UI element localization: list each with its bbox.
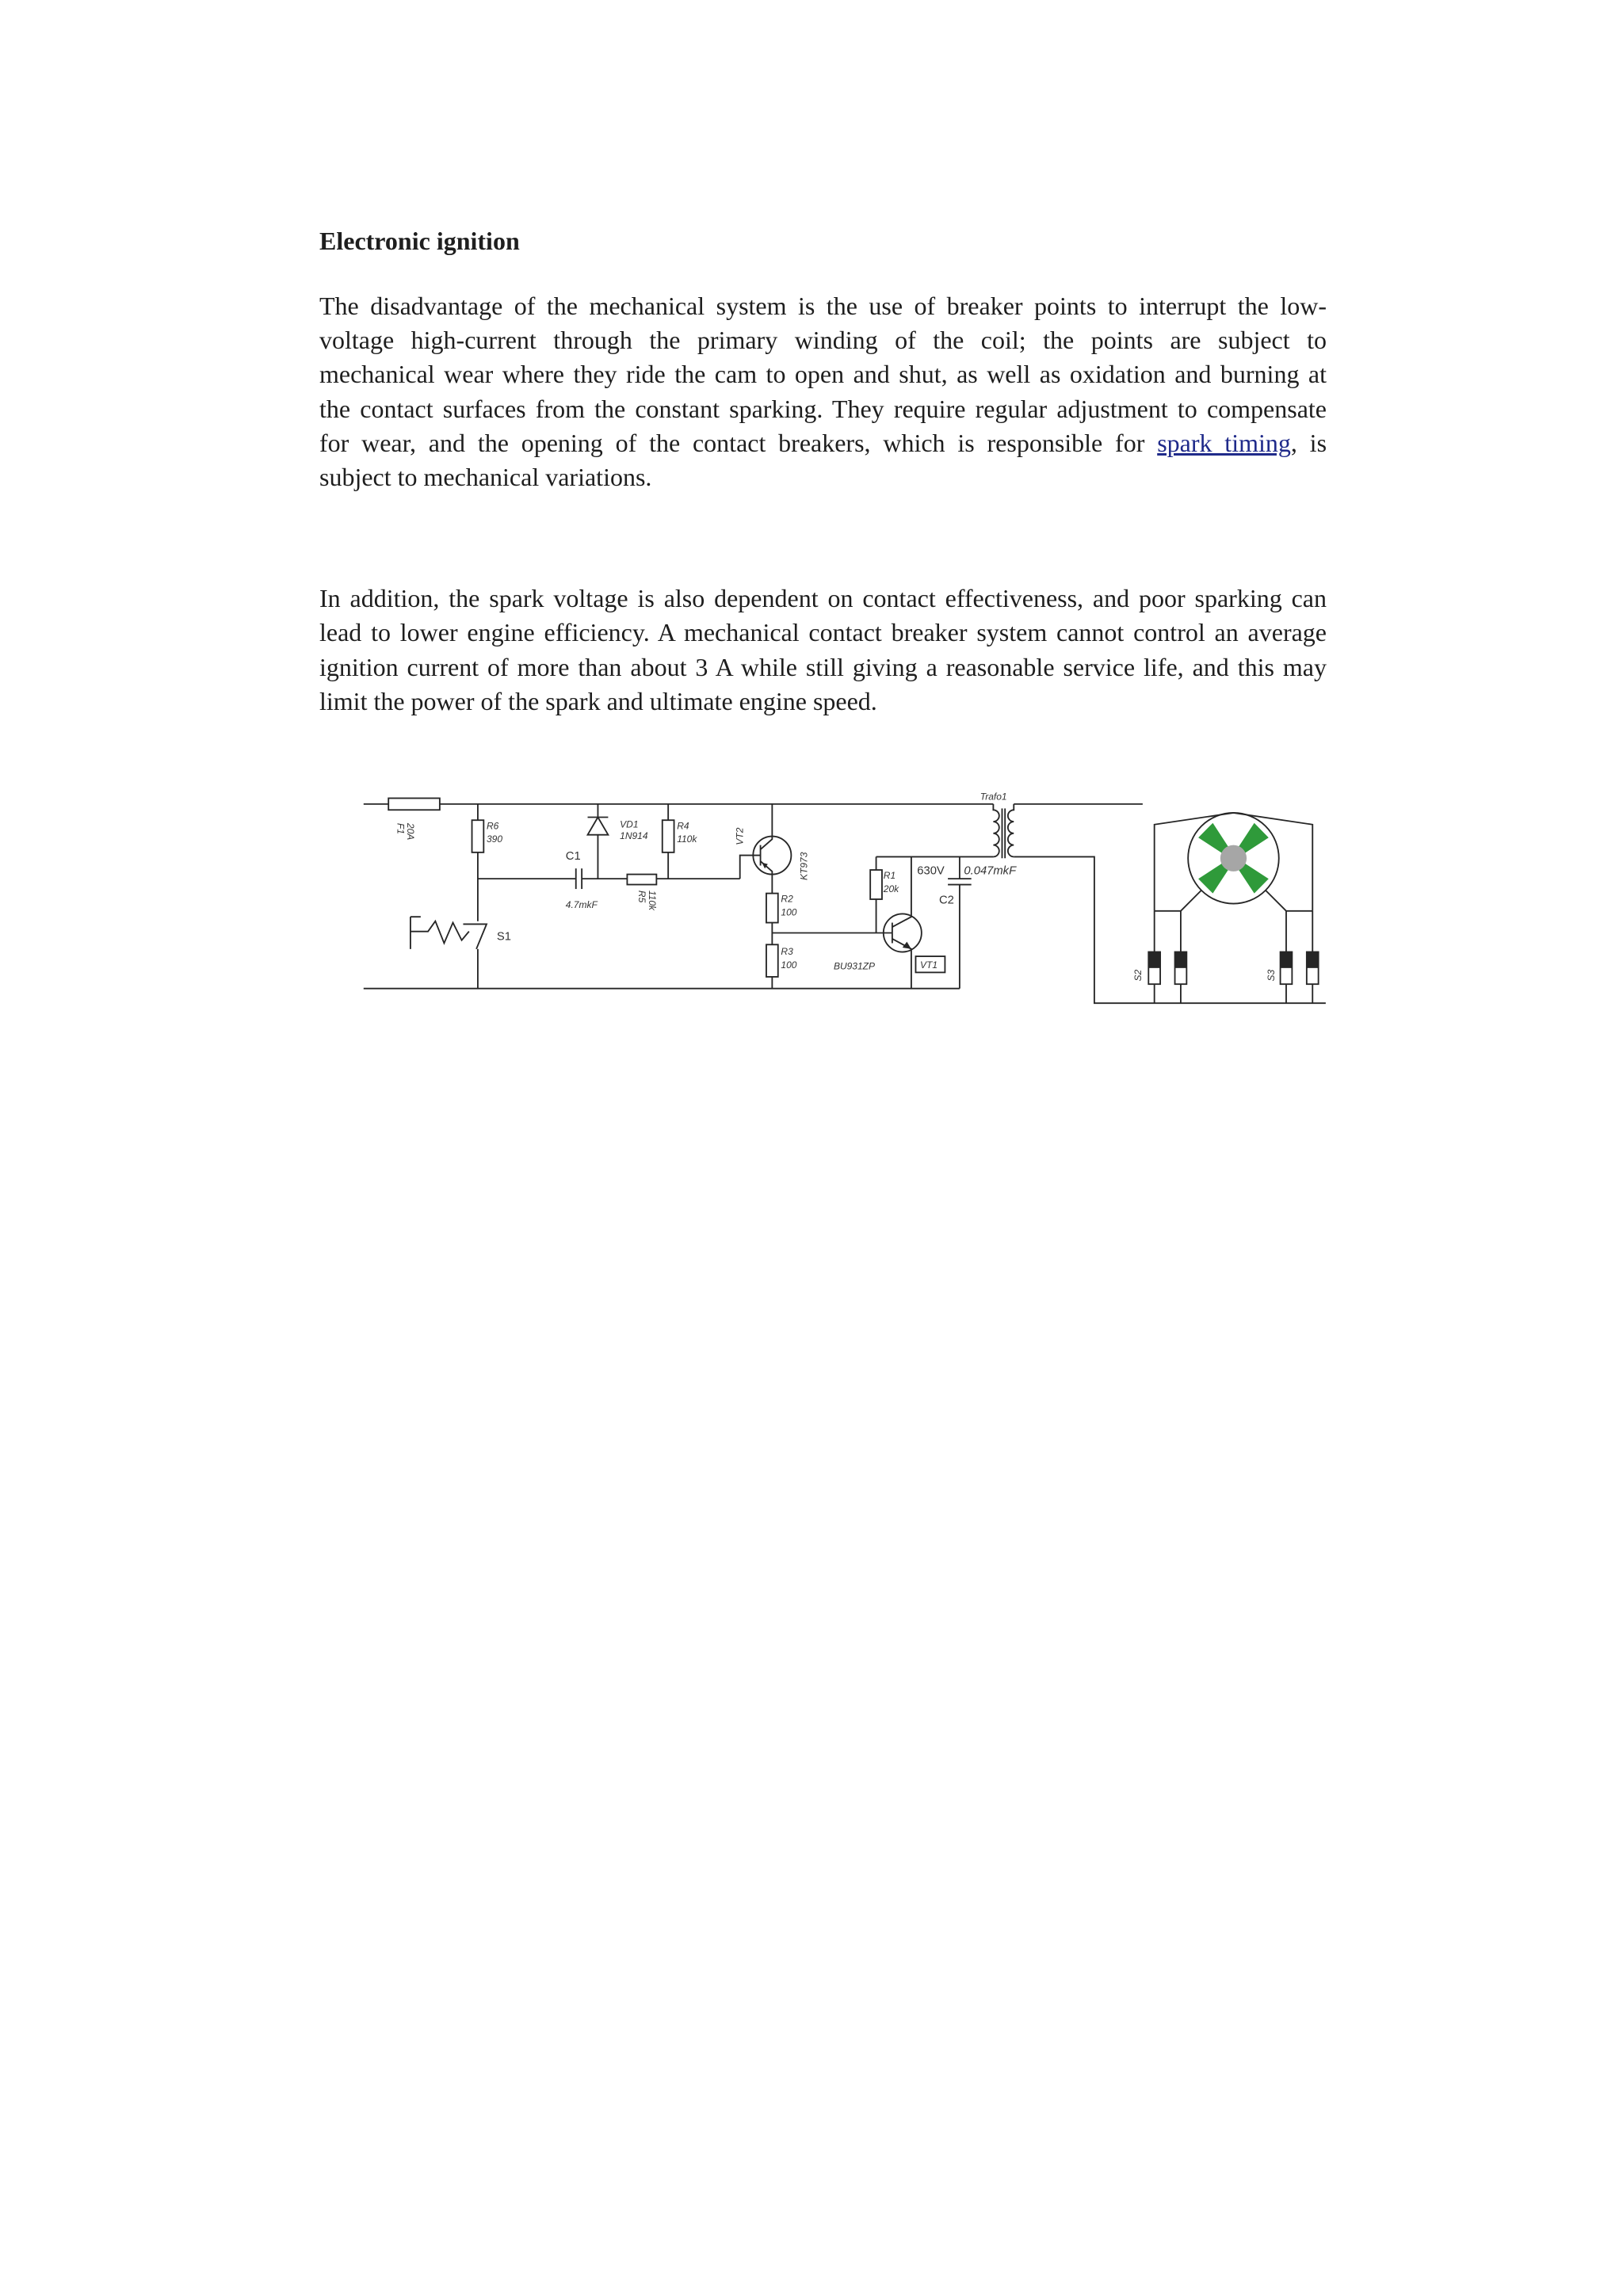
switch-s1-actuator: [410, 917, 468, 949]
rotor-hub: [1220, 845, 1246, 871]
spark-plug: [1148, 952, 1160, 984]
r3-value-label: 100: [780, 959, 796, 971]
r1-ref-label: R1: [883, 869, 896, 881]
spark-plug-cap: [1280, 952, 1292, 967]
wire-plugs-left: [1154, 891, 1201, 911]
rotor-blade: [1198, 863, 1228, 893]
paragraph-2-line: lead to lower engine efficiency. A mechanical contact breaker system cannot control an average: [319, 618, 1327, 647]
paragraph-1-line: voltage high-current through the primary winding of the coil; the points are subject to: [319, 325, 1327, 354]
transformer-secondary-coil: [1007, 804, 1013, 857]
resistor-r4: [662, 820, 674, 852]
r5-value-label: 110k: [646, 890, 658, 910]
r6-ref-label: R6: [486, 819, 498, 831]
section-heading: Electronic ignition: [319, 227, 520, 255]
r5-ref-label: R5: [636, 890, 647, 902]
spark-plug-cap: [1306, 952, 1318, 967]
r4-value-label: 110k: [676, 833, 697, 845]
c1-ref-label: C1: [565, 849, 581, 863]
spark-plug-cap: [1148, 952, 1160, 967]
line-text-after-link: , is: [1290, 428, 1327, 457]
c2-ref-label: C2: [938, 894, 954, 907]
paragraph-1-line-with-link: [319, 426, 1327, 460]
wire-plugs-right: [1266, 891, 1312, 911]
paragraph-2-line: ignition current of more than about 3 A while still giving a reasonable service life, and this may: [319, 652, 1327, 681]
r1-value-label: 20k: [883, 883, 899, 894]
switch-s1-label: S1: [496, 930, 511, 944]
diode-vd1: [587, 817, 608, 834]
c1-value-label: 4.7mkF: [565, 898, 598, 910]
rotor-blade: [1238, 863, 1268, 893]
vt2-ref-label: VT2: [733, 827, 745, 845]
switch-s1-contact: [463, 924, 487, 948]
spark-plug: [1306, 952, 1318, 984]
r2-value-label: 100: [780, 906, 796, 918]
vd1-ref-label: VD1: [619, 818, 639, 830]
resistor-r6: [472, 820, 483, 852]
transistor-vt2-collector: [760, 804, 772, 849]
resistor-r1: [870, 870, 882, 899]
spark-plug-label: S3: [1265, 969, 1277, 982]
fuse-ref-label: F1: [394, 822, 406, 834]
resistor-r3: [766, 944, 777, 977]
rotor-blade: [1198, 822, 1228, 852]
vd1-part-label: 1N914: [619, 830, 648, 841]
c2-voltage-label: 630V: [916, 864, 945, 878]
vt2-part-label: KT973: [798, 852, 810, 880]
paragraph-2-line: limit the power of the spark and ultimate engine speed.: [319, 686, 877, 715]
paragraph-1-line: the contact surfaces from the constant sparking. They require regular adjustment to compensate: [319, 394, 1327, 423]
fuse-f1: [388, 798, 440, 810]
r3-ref-label: R3: [780, 945, 793, 957]
fuse-rating-label: 20A: [404, 822, 416, 840]
vt1-part-label: BU931ZP: [833, 960, 875, 972]
wire-secondary-return: [1014, 856, 1326, 1003]
spark-plug: [1174, 952, 1186, 984]
spark-timing-link[interactable]: spark timing: [1157, 428, 1291, 457]
rotor-blade: [1238, 822, 1268, 852]
r4-ref-label: R4: [676, 819, 689, 831]
line-text-before-link: for wear, and the opening of the contact breakers, which is responsible for: [319, 428, 1158, 457]
spark-plug: [1280, 952, 1292, 984]
transformer-primary-coil: [993, 804, 999, 857]
paragraph-1-line: The disadvantage of the mechanical system is the use of breaker points to interrupt the low-: [319, 291, 1327, 320]
transformer-label: Trafo1: [980, 791, 1007, 803]
resistor-r2: [766, 893, 777, 922]
ignition-circuit-diagram: [352, 784, 1348, 1018]
paragraph-1-line: mechanical wear where they ride the cam to open and shut, as well as oxidation and burning at: [319, 360, 1327, 389]
r2-ref-label: R2: [780, 893, 793, 905]
r6-value-label: 390: [486, 833, 502, 845]
vt1-ref-label: VT1: [919, 959, 938, 971]
resistor-r5: [627, 874, 656, 884]
c2-value-label: 0.047mkF: [963, 864, 1016, 878]
paragraph-2-line: In addition, the spark voltage is also dependent on contact effectiveness, and poor sparking can: [319, 584, 1327, 612]
spark-plug-label: S2: [1132, 969, 1144, 982]
paragraph-1-line: subject to mechanical variations.: [319, 463, 652, 492]
spark-plug-cap: [1174, 952, 1186, 967]
